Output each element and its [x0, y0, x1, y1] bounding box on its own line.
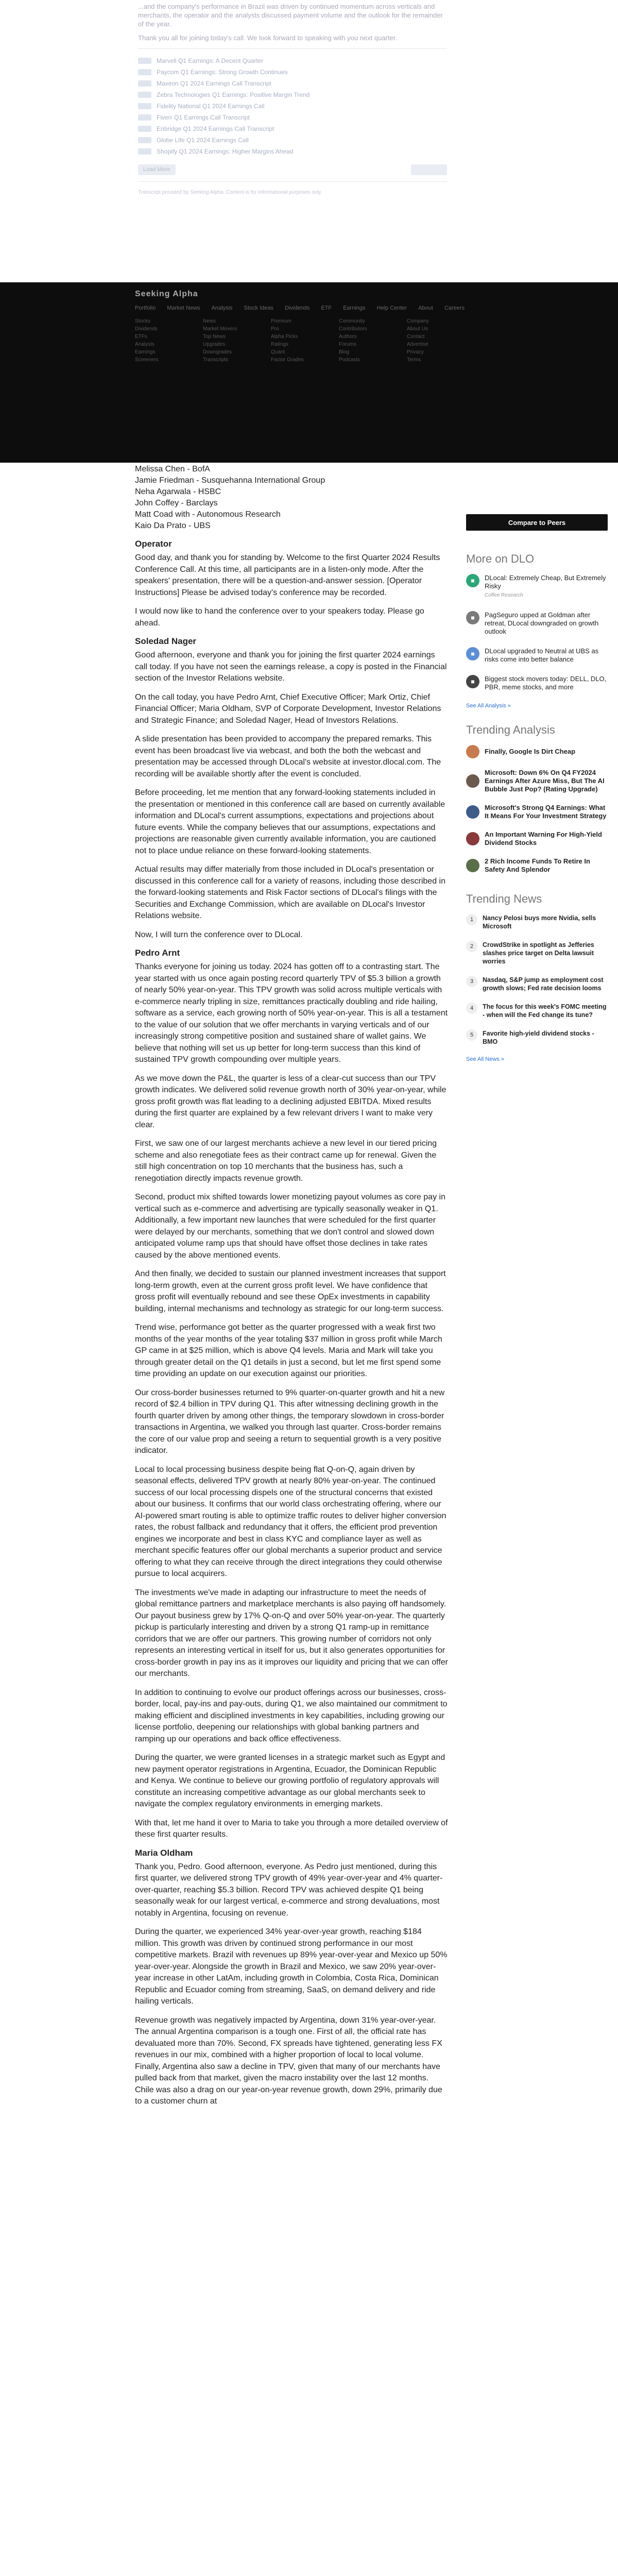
thumbnail-icon — [138, 80, 151, 87]
trending-analysis-item[interactable] — [466, 804, 608, 820]
site-footer-band — [0, 282, 618, 463]
footer-column — [135, 318, 186, 363]
footer-nav-link[interactable]: Dividends — [285, 305, 310, 311]
footer-link[interactable]: Factor Grades — [271, 357, 304, 363]
trending-analysis-list — [466, 745, 608, 874]
footer-nav-link[interactable]: Analysis — [211, 305, 233, 311]
footer-nav-link[interactable]: Market News — [167, 305, 200, 311]
footer-nav-link[interactable]: Help Center — [376, 305, 407, 311]
related-item[interactable]: Marvell Q1 Earnings: A Decent Quarter — [138, 55, 447, 66]
transcript-paragraph: On the call today, you have Pedro Arnt, Chief Executive Officer; Mark Ortiz, Chief Financial Officer; Maria Oldham, SVP of Corporate Development, Investor Relations and Strategic Finance; and Soledad Nager, Head of Investors Relations. — [135, 692, 441, 725]
footer-link[interactable]: Dividends — [135, 326, 158, 332]
trending-news-headline[interactable]: Nasdaq, S&P jump as employment cost growth slows; Fed rate decision looms — [483, 976, 604, 992]
thumbnail-icon — [138, 137, 151, 143]
footer-columns — [135, 318, 618, 363]
trending-news-title: Trending News — [466, 892, 542, 905]
trending-analysis-title[interactable]: Microsoft's Strong Q4 Earnings: What It Means For Your Investment Strategy — [485, 804, 607, 820]
more-on-item[interactable] — [466, 574, 608, 600]
transcript-paragraph: Actual results may differ materially from those included in DLocal's presentation or discussed in this conference call for a variety of reasons, including those described in the forward-looking statements and Risk Factor sections of DLocal's filings with the Securities and Exchange Commission, which are available on DLocal's Investor Relations website. — [135, 865, 445, 920]
footer-nav-link[interactable]: ETF — [321, 305, 332, 311]
load-more-button[interactable]: Load More — [138, 164, 176, 175]
news-rank-badge: 1 — [466, 914, 477, 925]
footer-link[interactable]: Upgrades — [203, 342, 226, 347]
transcript-paragraph: And then finally, we decided to sustain our planned investment increases that support long-term growth, even at the current gross profit level. We have confidence that gross profit will eventually rebound and see these OpEx investments in capability building, internal mechanisms and technology as strategic for our long-term success. — [135, 1269, 446, 1313]
trending-news-headline[interactable]: Nancy Pelosi buys more Nvidia, sells Microsoft — [483, 914, 596, 930]
footer-link[interactable]: Community — [339, 318, 365, 324]
footer-link[interactable]: Earnings — [135, 349, 156, 355]
footer-link[interactable]: Company — [407, 318, 429, 324]
trending-news-item[interactable] — [466, 941, 608, 965]
faded-article — [138, 0, 447, 202]
footer-link[interactable]: Transcripts — [203, 357, 229, 363]
more-on-item[interactable] — [466, 611, 608, 636]
participant-line: Melissa Chen - BofA — [135, 465, 210, 473]
trending-analysis-item[interactable] — [466, 745, 608, 758]
transcript-paragraph: With that, let me hand it over to Maria to take you through a more detailed overview of these first quarter results. — [135, 1818, 448, 1839]
trending-news-item[interactable] — [466, 914, 608, 930]
trending-analysis-title[interactable]: 2 Rich Income Funds To Retire In Safety And Splendor — [485, 857, 590, 873]
author-avatar — [466, 774, 479, 788]
author-avatar — [466, 745, 479, 758]
footer-link[interactable]: Blog — [339, 349, 350, 355]
see-all-analysis-link[interactable]: See All Analysis » — [466, 703, 511, 709]
article-icon: ■ — [466, 574, 479, 587]
footer-link[interactable]: Contributors — [339, 326, 367, 332]
transcript-paragraph: I would now like to hand the conference over to your speakers today. Please go ahead. — [135, 607, 424, 628]
footer-link[interactable]: Screeners — [135, 357, 159, 363]
participant-line: Neha Agarwala - HSBC — [135, 487, 221, 496]
transcript-paragraph: First, we saw one of our largest merchants achieve a new level in our tiered pricing scheme and also renegotiate fees as their contract came up for renewal. Given the still high concentration on top 10 merchants that the business has, such a renegotiation directly impacts revenue growth. — [135, 1139, 437, 1183]
thumbnail-icon — [138, 92, 151, 98]
participants-list — [135, 464, 449, 532]
more-on-item[interactable] — [466, 647, 608, 664]
footer-link[interactable]: ETFs — [135, 334, 147, 340]
speaker-name: Maria Oldham — [135, 1848, 193, 1858]
footer-link[interactable]: Contact — [407, 334, 425, 340]
related-item[interactable]: Fidelity National Q1 2024 Earnings Call — [138, 100, 447, 112]
transcript-paragraph: Good day, and thank you for standing by. Welcome to the first Quarter 2024 Results Conference Call. At this time, all participants are in a listen-only mode. After the speakers' presentation, there will be a question-and-answer session. [Operator Instructions] Please be advised today's conference may be recorded. — [135, 553, 440, 597]
related-item[interactable]: Fiverr Q1 Earnings Call Transcript — [138, 112, 447, 123]
transcript-paragraph: As we move down the P&L, the quarter is less of a clear-cut success than our TPV growth indicates. We delivered solid revenue growth north of 30% year-on-year, while gross profit growth was flat leading to a declining adjusted EBITDA. Mixed results during the first quarter are explained by a few relevant drivers I want to make very clear. — [135, 1074, 447, 1129]
transcript-paragraph: Local to local processing business despite being flat Q-on-Q, again driven by seasonal effects, delivered TPV growth at nearly 80% year-on-year. The continued success of our local processing dispels one of the structural concerns that existed about our business. It confirms that our world class orchestrating offering, where our AI-powered smart routing is able to optimize traffic routes to deliver higher conversion rates, the robust fallback and redundancy that it offers, the efficient prod prevention engines we incorporate and best in class KYC and compliance layer as well as merchant specific features offer our global merchants a superior product and service offering to what they can receive through the direct integrations they could otherwise pursue to local acquirers. — [135, 1465, 447, 1578]
speaker-name: Pedro Arnt — [135, 948, 180, 958]
participant-line: John Coffey - Barclays — [135, 499, 218, 507]
trending-news-item[interactable] — [466, 1003, 608, 1019]
trending-analysis-title[interactable]: Finally, Google Is Dirt Cheap — [485, 748, 576, 755]
transcript-paragraph: The investments we've made in adapting our infrastructure to meet the needs of global remittance partners and marketplace merchants is also paying off handsomely. Our payout business grew by 17% Q-on-Q and over 50% year-on-year. The quarterly pickup is particularly interesting and driven by a strong Q1 ramp-up in remittance corridors that we are offer our partners. This growing number of corridors not only represents an interesting vertical in itself for us, but it also generates opportunities for cross-border growth in pay ins as it improves our liquidity and pricing that we can offer our merchants. — [135, 1588, 448, 1678]
author-avatar — [466, 859, 479, 872]
related-item[interactable]: Enbridge Q1 2024 Earnings Call Transcript — [138, 123, 447, 134]
thumbnail-icon — [138, 103, 151, 109]
more-on-item-text[interactable] — [485, 611, 608, 636]
footer-nav-link[interactable]: Stock Ideas — [244, 305, 273, 311]
transcript-paragraph: During the quarter, we experienced 34% year-over-year growth, reaching $184 million. This growth was driven by continued strong performance in our most competitive markets. Brazil with revenues up 89% year-over-year and Mexico up 50% year-over-year. Alongside the growth in Brazil and Mexico, we saw 20% year-over-year increase in other LatAm, including growth in Colombia, Costa Rica, Dominican Republic and Ecuador coming from streaming, SaaS, on demand delivery and ride hailing verticals. — [135, 1927, 448, 2006]
transcript-paragraph: Our cross-border businesses returned to 9% quarter-on-quarter growth and hit a new record of $2.4 billion in TPV during Q1. This after witnessing declining growth in the fourth quarter driven by among other things, the temporary slowdown in cross-border transactions in Argentina, we walked you through last quarter. Cross-border remains the core of our value prop and seeing a return to sequential growth is a very positive indicator. — [135, 1388, 445, 1455]
related-item[interactable]: Zebra Technologies Q1 Earnings: Positive Margin Trend — [138, 89, 447, 100]
trending-analysis-item[interactable] — [466, 857, 608, 874]
transcript-blocks — [135, 539, 449, 2108]
related-item[interactable]: Shopify Q1 2024 Earnings: Higher Margins Ahead — [138, 146, 447, 157]
footer-nav-link[interactable]: Portfolio — [135, 305, 156, 311]
article-icon: ■ — [466, 675, 479, 688]
transcript-paragraph: Thanks everyone for joining us today. 2024 has gotten off to a contrasting start. The year started with us once again posting record quarterly TPV of $5.3 billion a growth of nearly 50% year-on-year. This TPV growth was solid across multiple verticals with e-commerce nearly tripling in size, remittances practically doubling and ride hailing, software as a service, each growing north of 50% year-on-year. This is all a testament to the value of our solution that we offer merchants in varying verticals and of our increasingly strong competitive position and sustained share of wallet gains. We believe that nothing will set us up better for long-term success than this kind of sustained TPV growth compounding over multiple years. — [135, 962, 448, 1064]
footer-link[interactable]: About Us — [407, 326, 428, 332]
footer-link[interactable]: Top News — [203, 334, 226, 340]
participant-line: Matt Coad with - Autonomous Research — [135, 510, 281, 519]
trending-news-headline[interactable]: CrowdStrike in spotlight as Jefferies slashes price target on Delta lawsuit worries — [483, 941, 594, 965]
footer-link[interactable]: Market Movers — [203, 326, 237, 332]
right-sidebar — [466, 514, 608, 1075]
trending-news-item[interactable] — [466, 976, 608, 992]
faded-paragraph: ...and the company's performance in Brazil was driven by continued momentum across verticals and merchants, the operator and the analysts discussed payment volume and the outlook for the remainder of the year. — [138, 3, 443, 28]
more-on-item-text[interactable] — [485, 574, 608, 600]
thumbnail-icon — [138, 114, 151, 121]
footer-link[interactable]: Downgrades — [203, 349, 232, 355]
more-on-item-text[interactable] — [485, 647, 608, 664]
speaker-name: Soledad Nager — [135, 636, 197, 646]
more-on-item-text[interactable] — [485, 675, 608, 691]
footer-nav-link[interactable]: Earnings — [343, 305, 366, 311]
footer-link[interactable]: Stocks — [135, 318, 151, 324]
more-on-list — [466, 574, 608, 691]
footer-link[interactable]: Quant — [271, 349, 285, 355]
transcript-paragraph: Second, product mix shifted towards lower monetizing payout volumes as core pay in vertical such as e-commerce and advertising are typically seasonally weaker in Q1. Additionally, a few important new launches that were scheduled for the first quarter were delayed by our merchants, something that we don't control and slowed down anticipated volume ramp ups that should have offset those declines in take rates caused by the above mentioned events. — [135, 1193, 445, 1260]
divider — [138, 48, 447, 49]
trending-news-item[interactable] — [466, 1029, 608, 1046]
faded-paragraph: Thank you all for joining today's call. We look forward to speaking with you next quarter. — [138, 34, 398, 42]
footer-link[interactable]: Analysts — [135, 342, 154, 347]
page-indicator-pill — [411, 164, 447, 175]
transcript-paragraph: Trend wise, performance got better as the quarter progressed with a weak first two months of the year months of the year totaling $37 million in gross profit while March GP came in at $25 million, which is above Q4 levels. Maria and Mark will take you through greater detail on the Q1 details in just a second, but let me first spend some time providing an update on our execution against our priorities. — [135, 1323, 442, 1378]
article-icon: ■ — [466, 647, 479, 660]
trending-news-headline[interactable]: The focus for this week's FOMC meeting - when will the Fed change its tune? — [483, 1003, 607, 1019]
more-on-item-title[interactable]: PagSeguro upped at Goldman after retreat, DLocal downgraded on growth outlook — [485, 611, 599, 635]
footer-nav-link[interactable]: Careers — [444, 305, 465, 311]
thumbnail-icon — [138, 148, 151, 155]
trending-news-list — [466, 914, 608, 1046]
footer-link[interactable]: Terms — [407, 357, 421, 363]
footer-link[interactable]: Pro — [271, 326, 279, 332]
footer-nav-link[interactable]: About — [418, 305, 433, 311]
compare-to-peers-button[interactable]: Compare to Peers — [466, 514, 608, 531]
footer-link[interactable]: News — [203, 318, 216, 324]
footer-nav — [135, 305, 618, 311]
transcript-paragraph: Revenue growth was negatively impacted by Argentina, down 31% year-over-year. The annual Argentina comparison is a tough one. First of all, the official rate has devaluated more than 70%. Second, FX spreads have tightened, generating less FX revenues in our mix, combined with a higher proportion of local to local volume. Finally, Argentina also saw a decline in TPV, given that many of our merchants have pulled back from that market, given the macro instability over the last 12 months. Chile was also a drag on our year-on-year revenue growth, down 29%, primarily due to a customer churn at — [135, 2015, 442, 2106]
related-list — [138, 55, 447, 157]
faded-top-section — [0, 0, 618, 282]
transcript-body — [135, 464, 449, 2115]
footer-column — [203, 318, 254, 363]
thumbnail-icon — [138, 69, 151, 75]
see-all-news-link[interactable]: See All News » — [466, 1056, 504, 1062]
transcript-paragraph: Before proceeding, let me mention that any forward-looking statements included in the presentation or mentioned in this conference call are based on currently available information and DLocal's current assumptions, expectations and projections about future events. While the company believes that our assumptions, expectations and projections are reasonable given currently available information, you are cautioned not to place undue reliance on these forward-looking statements. — [135, 788, 445, 855]
news-rank-badge: 5 — [466, 1029, 477, 1041]
footer-link[interactable]: Privacy — [407, 349, 424, 355]
more-on-title: More on DLO — [466, 552, 535, 565]
footer-link[interactable]: Ratings — [271, 342, 288, 347]
transcript-paragraph: Now, I will turn the conference over to DLocal. — [135, 930, 303, 939]
news-rank-badge: 2 — [466, 941, 477, 952]
footer-column — [407, 318, 458, 363]
footer-link[interactable]: Podcasts — [339, 357, 360, 363]
trending-analysis-item[interactable] — [466, 831, 608, 847]
thumbnail-icon — [138, 58, 151, 64]
transcript-paragraph: A slide presentation has been provided to accompany the prepared remarks. This event has been broadcast live via webcast, and both the both the webcast and presentation may be accessed through DLocal's website at investor.dlocal.com. The recording will be available shortly after the event is concluded. — [135, 735, 441, 778]
transcript-paragraph: During the quarter, we were granted licenses in a strategic market such as Egypt and new payment operator registrations in Argentina, Ecuador, the Dominican Republic and Kenya. We continue to believe our growing portfolio of regulatory approvals will constitute an increasing competitive advantage as our global merchants seek to navigate the complex regulatory environments in emerging markets. — [135, 1753, 445, 1808]
transcript-paragraph: Thank you, Pedro. Good afternoon, everyone. As Pedro just mentioned, during this first quarter, we delivered strong TPV growth of 49% year-over-year and 4% quarter-over-quarter, reaching $5.3 billion. Record TPV was achieved despite Q1 being seasonally weak for our largest vertical, e-commerce and strong devaluations, most notably in Argentina, focusing on revenue. — [135, 1862, 443, 1918]
trending-news-headline[interactable]: Favorite high-yield dividend stocks - BMO — [483, 1030, 594, 1045]
author-avatar — [466, 805, 479, 819]
faded-disclaimer: Transcript provided by Seeking Alpha. Content is for informational purposes only. — [138, 190, 322, 195]
speaker-name: Operator — [135, 539, 172, 549]
related-item[interactable]: Maxeon Q1 2024 Earnings Call Transcript — [138, 78, 447, 89]
divider — [138, 181, 447, 182]
participant-line: Jamie Friedman - Susquehanna International Group — [135, 476, 325, 485]
transcript-paragraph: In addition to continuing to evolve our product offerings across our businesses, cross-border, local, pay-ins and pay-outs, during Q1, we also maintained our commitment to making efficient and disciplined investments in key capabilities, including growing our license portfolio, deepening our relationships with global banking partners and ramping up our operations and back office effectiveness. — [135, 1688, 448, 1743]
news-rank-badge: 4 — [466, 1003, 477, 1014]
related-item[interactable]: Paycom Q1 Earnings: Strong Growth Continues — [138, 66, 447, 78]
thumbnail-icon — [138, 126, 151, 132]
trending-analysis-title[interactable]: An Important Warning For High-Yield Dividend Stocks — [485, 831, 602, 846]
participant-line: Kaio Da Prato - UBS — [135, 521, 211, 530]
news-rank-badge: 3 — [466, 976, 477, 987]
author-avatar — [466, 832, 479, 845]
trending-analysis-title: Trending Analysis — [466, 723, 555, 736]
related-item[interactable]: Globe Life Q1 2024 Earnings Call — [138, 134, 447, 146]
more-on-item-title[interactable]: Biggest stock movers today: DELL, DLO, PBR, meme stocks, and more — [485, 675, 607, 691]
trending-analysis-title[interactable]: Microsoft: Down 6% On Q4 FY2024 Earnings After Azure Miss, But The AI Bubble Just Pop? (Rating Upgrade) — [485, 769, 605, 793]
footer-link[interactable]: Authors — [339, 334, 357, 340]
article-icon: ■ — [466, 611, 479, 624]
more-on-item[interactable] — [466, 675, 608, 691]
transcript-paragraph: Good afternoon, everyone and thank you for joining the first quarter 2024 earnings call today. If you have not seen the earnings release, a copy is posted in the Financial section of the Investor Relations website. — [135, 651, 447, 683]
footer-link[interactable]: Advertise — [407, 342, 428, 347]
more-on-item-meta: Coffee Research — [485, 592, 523, 598]
footer-link[interactable]: Premium — [271, 318, 292, 324]
site-logo[interactable]: Seeking Alpha — [135, 290, 198, 298]
footer-column — [271, 318, 322, 363]
footer-column — [339, 318, 390, 363]
more-on-item-title[interactable]: DLocal: Extremely Cheap, But Extremely Risky — [485, 574, 606, 590]
footer-link[interactable]: Alpha Picks — [271, 334, 298, 340]
footer-link[interactable]: Forums — [339, 342, 356, 347]
more-on-item-title[interactable]: DLocal upgraded to Neutral at UBS as risks come into better balance — [485, 647, 599, 663]
trending-analysis-item[interactable] — [466, 769, 608, 793]
